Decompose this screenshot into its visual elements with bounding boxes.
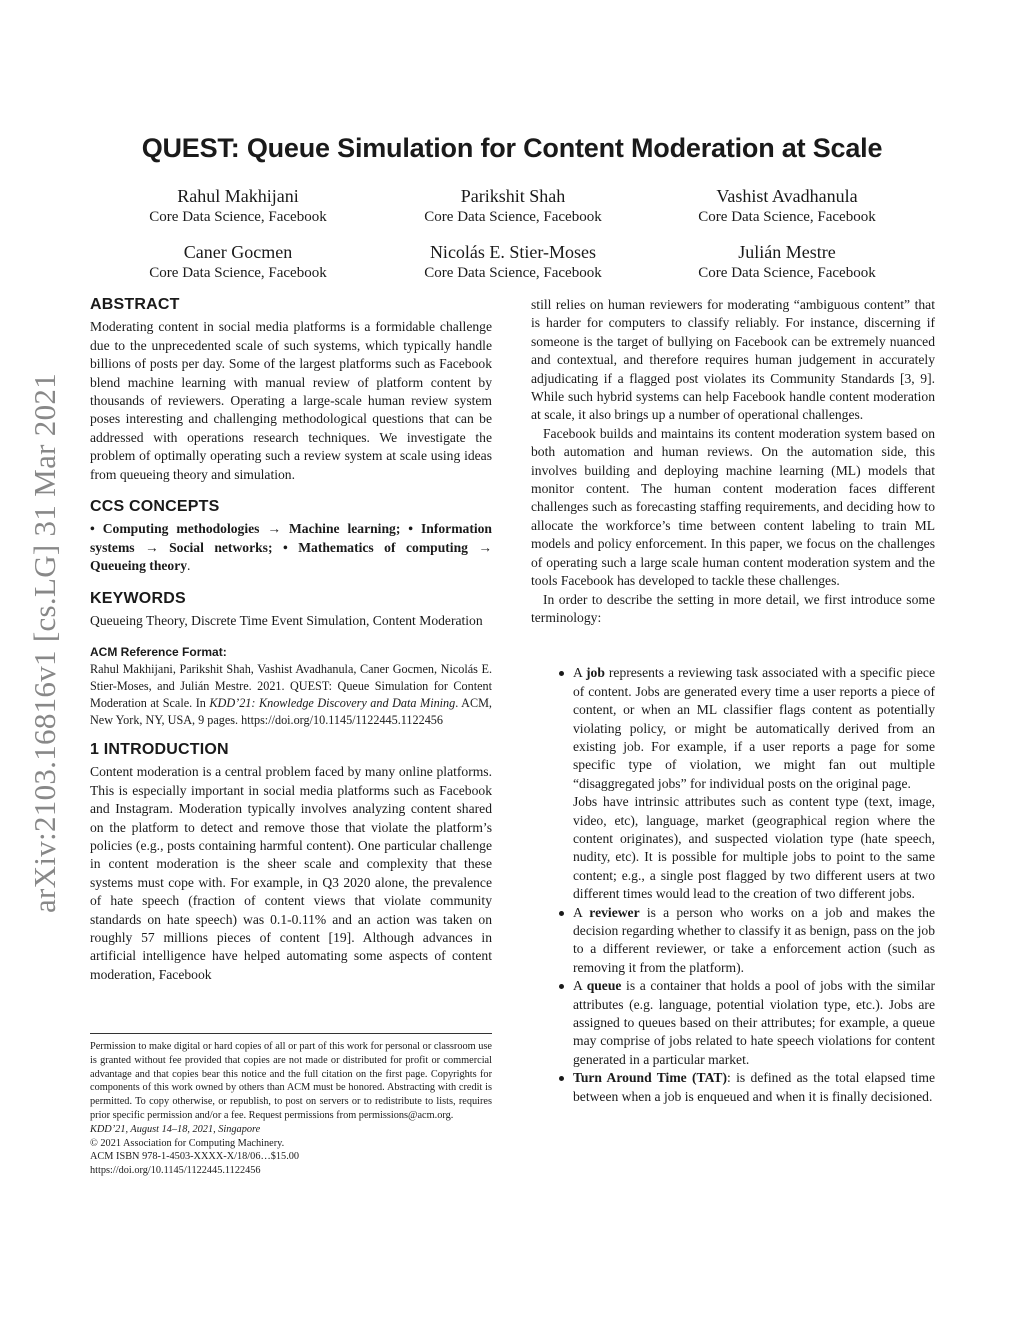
abstract-heading: ABSTRACT: [90, 296, 180, 313]
abstract-text: Moderating content in social media platforms is a formidable challenge due to the unprecedented scale of such systems, which typically handle billions of posts per day. Some of the largest platforms such as Facebook blend machine learning with manual review of platform content by thousands of reviewers. Operating a large-scale human review system poses interesting and challenging methodological questions that can be addressed with operations research techniques. We investigate the problem of optimally operating such a review system at scale using ideas from queueing theory and simulation.: [90, 319, 492, 482]
acm-ref-text: [90, 661, 492, 729]
author: [637, 186, 937, 226]
author-affiliation: Core Data Science, Facebook: [424, 209, 602, 225]
intro-heading: 1 INTRODUCTION: [90, 740, 229, 758]
paragraph: Facebook builds and maintains its content moderation system based on both automation and human reviews. On the automation side, this involves building and deploying machine learning (ML) models that monitor content. The human content moderation faces different challenges such as forecasting staffing requirements, and deciding how to allocate the workforce’s time between content labeling to train ML models and policy enforcement. In this paper, we focus on the challenges of operating such a large scale human content moderation system and the tools Facebook has developed to tackle these challenges.: [531, 425, 935, 589]
item-prefix: A: [573, 904, 590, 920]
definition: is a person who works on a job and makes the decision regarding whether to classify it as benign, pass on the job to a different reviewer, or take a enforcement action (such as removing it from the platform).: [573, 904, 936, 975]
author: [637, 242, 937, 282]
acm-ref-authors: Rahul Makhijani, Parikshit Shah, Vashist Avadhanula, Caner Gocmen, Nicolás E. Stier-Moses, and Julián Mestre. 2021. QUEST: Queue Simulation for Content Moderation at Scale. In: [90, 661, 492, 710]
item-prefix: A: [573, 665, 587, 681]
list-item: [573, 664, 935, 903]
right-column: [531, 296, 935, 1106]
ccs-period: .: [187, 558, 191, 574]
keywords-text: Queueing Theory, Discrete Time Event Simulation, Content Moderation: [90, 613, 483, 629]
list-item: [573, 904, 935, 978]
author-affiliation: Core Data Science, Facebook: [149, 209, 327, 225]
author-affiliation: Core Data Science, Facebook: [149, 265, 327, 281]
definition: : is defined as the total elapsed time between when a job is enqueued and when it is finally decisioned.: [573, 1070, 935, 1104]
author: [363, 242, 663, 282]
term: reviewer: [589, 904, 640, 920]
paragraph: still relies on human reviewers for moderating “ambiguous content” that is harder for computers to classify reliably. For instance, discerning if someone is the target of bullying on Facebook can be extremely nuanced and contextual, and therefore requires human judgement in accurately adjudicating if a flagged post violates its Community Standards [3, 9]. While such hybrid systems can help Facebook handle content moderation at scale, it also brings up a number of operational challenges.: [531, 297, 935, 423]
author-affiliation: Core Data Science, Facebook: [698, 209, 876, 225]
author-name: Vashist Avadhanula: [716, 186, 858, 206]
definition: is a container that holds a pool of jobs with the similar attributes (e.g. language, potential violation type, etc.). Jobs are assigned to queues based on their attributes; for example, a queue may comprise of jobs related to hate speech violations for content generated in a particular market.: [573, 978, 935, 1067]
term: Turn Around Time (TAT): [573, 1070, 728, 1086]
paper-title: QUEST: Queue Simulation for Content Moderation at Scale: [141, 133, 883, 163]
ccs-text: [90, 520, 492, 575]
ccs-heading: CCS CONCEPTS: [90, 498, 220, 516]
acm-ref-venue: KDD’21: Knowledge Discovery and Data Mining: [209, 695, 456, 710]
terminology-list: [531, 664, 935, 1106]
keywords-heading: KEYWORDS: [90, 589, 186, 607]
paragraph: In order to describe the setting in more detail, we first introduce some terminology:: [531, 591, 935, 625]
isbn-text: ACM ISBN 978-1-4503-XXXX-X/18/06…$15.00: [90, 1151, 300, 1163]
term: queue: [586, 978, 622, 994]
list-item: [573, 1069, 935, 1106]
author-name: Nicolás E. Stier-Moses: [429, 242, 597, 262]
acm-ref-publisher: . ACM, New York, NY, USA, 9 pages. https://doi.org/10.1145/1122445.1122456: [90, 695, 492, 727]
author-name: Julián Mestre: [738, 242, 836, 262]
author-affiliation: Core Data Science, Facebook: [424, 265, 602, 281]
author-name: Rahul Makhijani: [177, 186, 299, 206]
list-item: [573, 977, 935, 1069]
footnote: [90, 1040, 492, 1178]
permission-text: Permission to make digital or hard copies of all or part of this work for personal or classroom use is granted without fee provided that copies are not made or distributed for profit or commercial advantage and that copies bear this notice and the full citation on the first page. Copyrights for components of this work owned by others than ACM must be honored. Abstracting with credit is permitted. To copy otherwise, or republish, to post on servers or to redistribute to lists, requires prior specific permission and/or a fee. Request permissions from permissions@acm.org.: [90, 1041, 492, 1121]
author-name: Caner Gocmen: [183, 242, 293, 262]
author: [88, 242, 388, 282]
author-name: Parikshit Shah: [460, 186, 566, 206]
conference-info: KDD’21, August 14–18, 2021, Singapore: [90, 1123, 261, 1135]
acm-ref-heading: ACM Reference Format:: [90, 644, 227, 659]
author: [363, 186, 663, 226]
ccs-concepts: • Computing methodologies → Machine learning; • Information systems → Social networks; • Mathematics of computing → Queueing theory: [90, 521, 492, 574]
term: job: [586, 665, 605, 681]
definition-extra: Jobs have intrinsic attributes such as content type (text, image, video, etc), language, market (geographical region where the content originates), and suspected violation type (hate speech, nudity, etc). It is possible for multiple jobs to point to the same content; e.g., a single post flagged by two different users at two different times would lead to the creation of two different jobs.: [573, 794, 935, 902]
item-prefix: A: [573, 978, 587, 994]
doi-link[interactable]: https://doi.org/10.1145/1122445.1122456: [90, 1165, 261, 1177]
left-column: [90, 296, 492, 984]
arxiv-stamp: arXiv:2103.16816v1 [cs.LG] 31 Mar 2021: [27, 372, 62, 914]
copyright-text: © 2021 Association for Computing Machinery.: [90, 1137, 285, 1149]
author: [88, 186, 388, 226]
intro-text: Content moderation is a central problem faced by many online platforms. This is especially important in social media platforms such as Facebook and Instagram. Moderation typically involves analyzing content shared on the platform to detect and remove those that violate the platform’s policies (e.g., posts containing harmful content). One particular challenge in content moderation is the sheer scale and complexity that these systems must cope with. For example, in Q3 2020 alone, the prevalence of hate speech (fraction of content views that violate community standards on hate speech) was 0.1-0.11% and an action was taken on roughly 57 millions pieces of content [19]. Although advances in artificial intelligence have helped automating some aspects of content moderation, Facebook: [90, 764, 492, 982]
definition: represents a reviewing task associated with a specific piece of content. Jobs are generated every time a user reports a piece of content, or when an ML classifier flags content as potentially violating policy, or might be automatically derived from an existing job. For example, if a user reports a page for some specific type of violation, we might fan out multiple “disaggregated jobs” for individual posts on the original page.: [573, 665, 935, 791]
author-affiliation: Core Data Science, Facebook: [698, 265, 876, 281]
footnote-rule: [90, 1033, 492, 1034]
